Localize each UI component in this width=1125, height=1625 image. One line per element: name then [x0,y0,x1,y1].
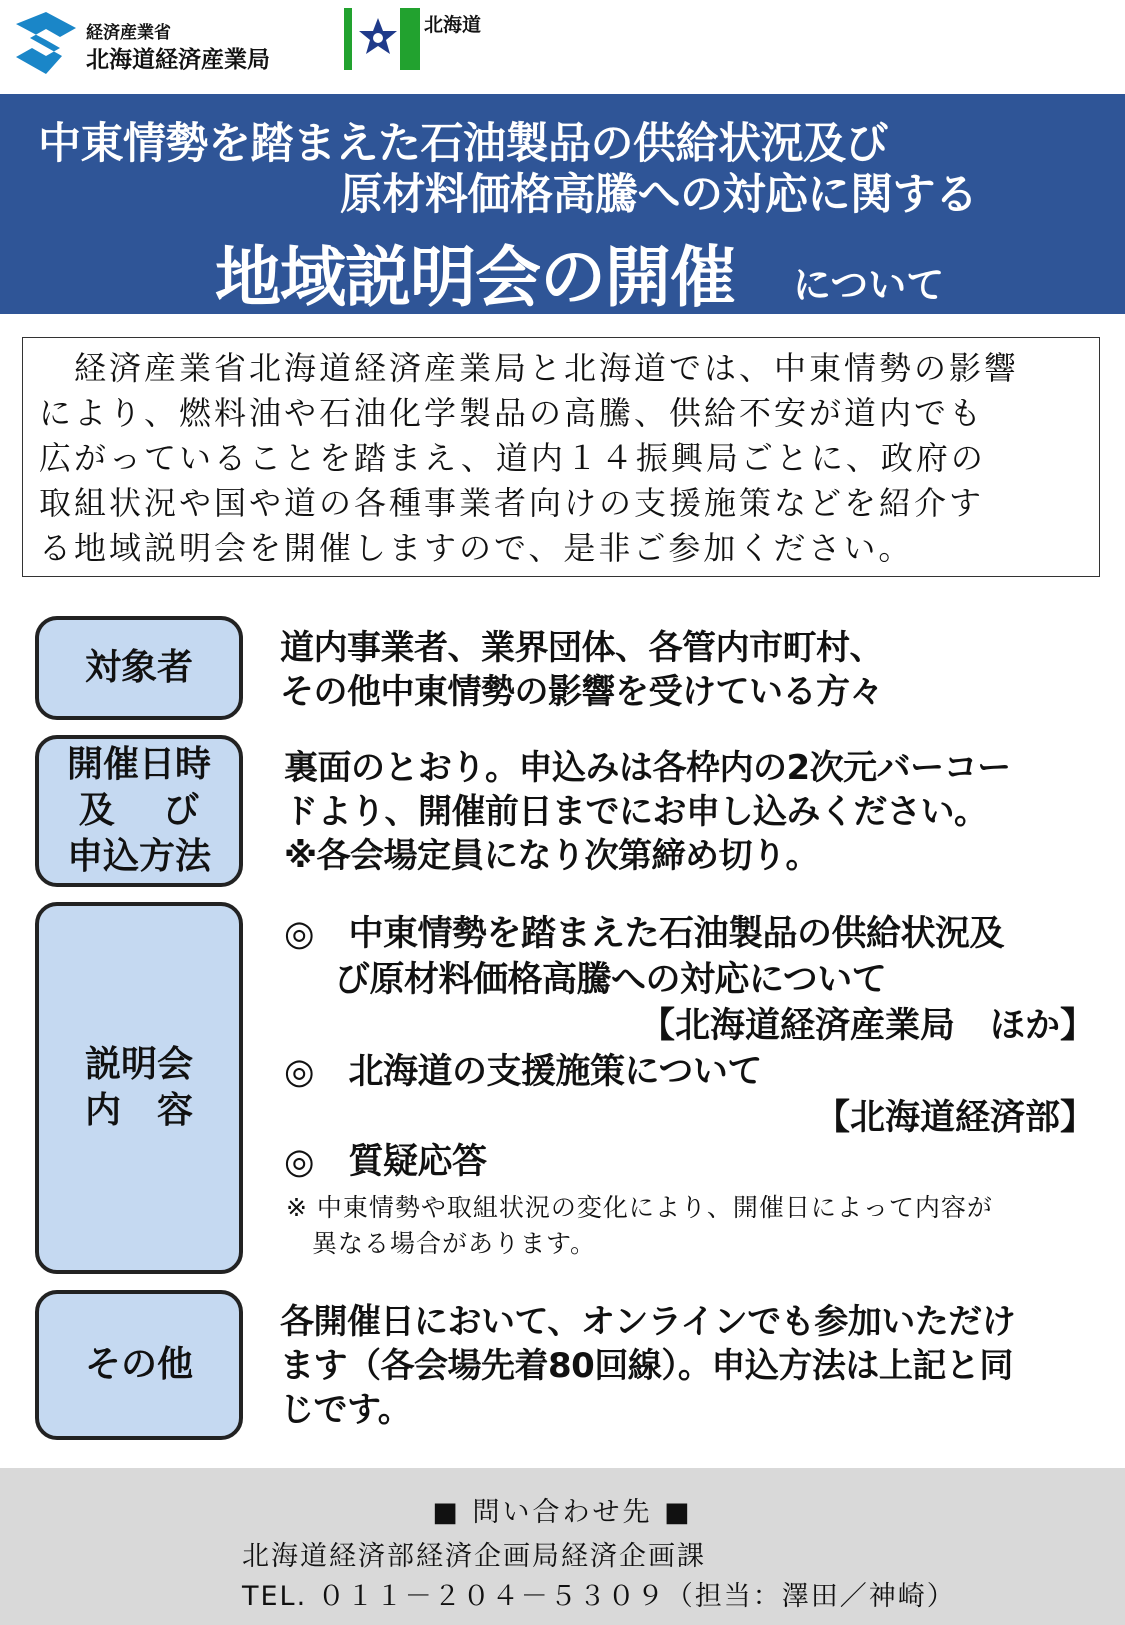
hokkaido-star-icon [356,16,400,62]
meti-main-label: 北海道経済産業局 [86,47,270,73]
intro-text [39,346,1085,571]
content-item-1-cont: び原材料価格高騰への対応について [335,960,887,1000]
schedule-line: ドより、開催前日までにお申し込みください。 [284,792,988,832]
content-note [286,1190,993,1262]
target-line: 道内事業者、業界団体、各管内市町村、 [280,628,883,668]
schedule-label [35,735,243,887]
schedule-label-line: 開催日時 [66,744,211,785]
note-line: 異なる場合があります。 [286,1229,597,1258]
content-label [35,902,243,1274]
contact-tel: TEL. ０１１－２０４－５３０９（担当：澤田／神崎） [242,1581,956,1612]
other-line: じです。 [280,1390,412,1430]
hokkaido-flag-icon [344,8,420,70]
content-item-1: ◎ 中東情勢を踏まえた石油製品の供給状況及 [284,914,1005,954]
content-label-line: 内 容 [84,1090,193,1131]
contact-header: ■ 問い合わせ先 ■ [432,1497,693,1528]
schedule-label-line: 及 び [78,790,218,831]
intro-box [22,337,1100,577]
schedule-label-line: 申込方法 [66,836,211,877]
content-item-3: ◎ 質疑応答 [284,1142,487,1182]
hokkaido-logo [344,6,494,76]
content-item-2-org: 【北海道経済部】 [814,1098,1095,1138]
intro-line: により、燃料油や石油化学製品の高騰、供給不安が道内でも [39,394,985,432]
other-label: その他 [35,1290,243,1440]
contact-org: 北海道経済部経済企画局経済企画課 [242,1541,706,1572]
title-banner [0,94,1125,314]
other-line: ます（各会場先着80回線）。申込方法は上記と同 [280,1346,1013,1386]
intro-line: 広がっていることを踏まえ、道内１４振興局ごとに、政府の [39,439,986,477]
other-text [280,1300,1015,1432]
intro-line: 経済産業省北海道経済産業局と北海道では、中東情勢の影響 [39,349,1020,387]
meti-logo [14,8,314,80]
target-text [280,626,883,714]
contact-footer [0,1468,1125,1625]
meti-sub-label: 経済産業省 [86,23,171,43]
title-suffix: について [793,263,945,307]
title-line-1: 中東情勢を踏まえた石油製品の供給状況及び [38,119,888,169]
intro-line: 取組状況や国や道の各種事業者向けの支援施策などを紹介す [39,484,985,522]
target-label: 対象者 [35,616,243,720]
page-title: 地域説明会の開催 [215,239,735,316]
content-item-1-org: 【北海道経済産業局 ほか】 [639,1006,1095,1046]
title-line-2: 原材料価格高騰への対応に関する [340,170,978,220]
schedule-line: 裏面のとおり。申込みは各枠内の2次元バーコー [284,748,1011,788]
schedule-line: ※各会場定員になり次第締め切り。 [284,836,820,876]
intro-line: る地域説明会を開催しますので、是非ご参加ください。 [39,529,914,567]
hokkaido-label: 北海道 [424,14,482,36]
schedule-text [284,746,1011,878]
target-line: その他中東情勢の影響を受けている方々 [280,672,883,712]
content-label-line: 説明会 [84,1044,193,1085]
content-item-2: ◎ 北海道の支援施策について [284,1052,762,1092]
other-line: 各開催日において、オンラインでも参加いただけ [280,1302,1016,1342]
meti-mark-icon [14,10,78,76]
note-line: ※ 中東情勢や取組状況の変化により、開催日によって内容が [286,1193,993,1222]
